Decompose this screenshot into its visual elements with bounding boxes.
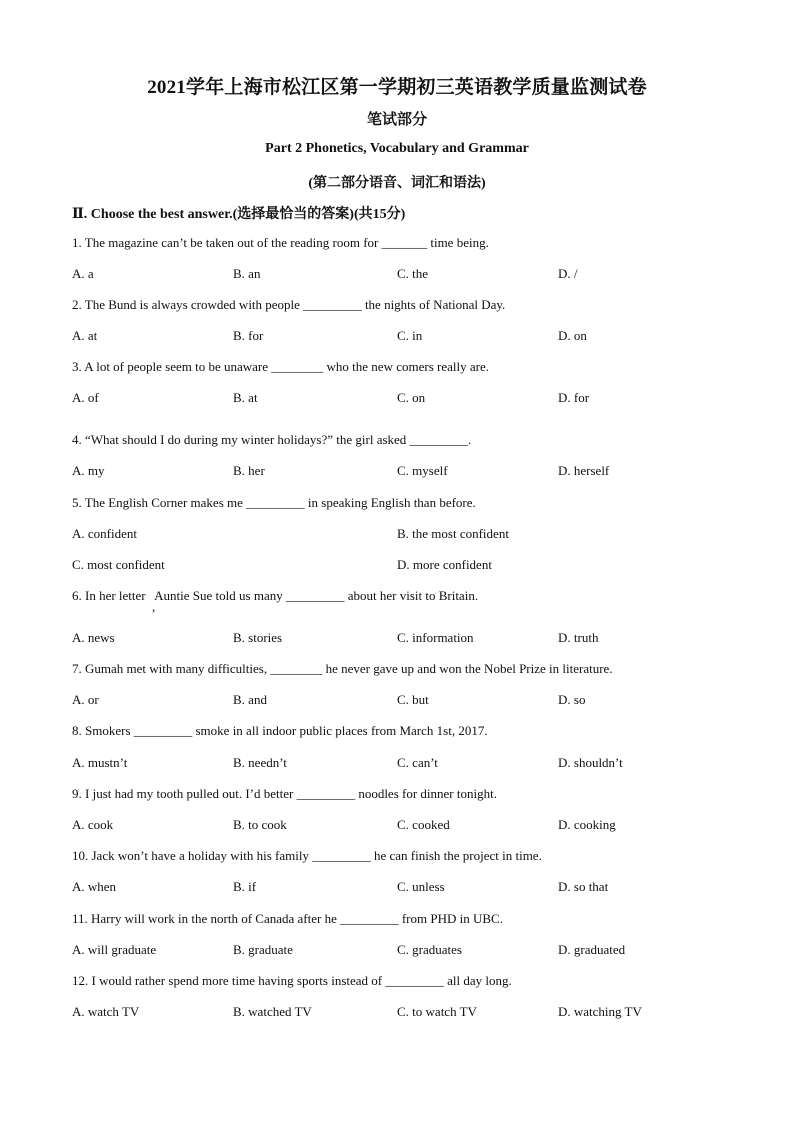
option-d: D. truth [558,630,599,645]
option-b: B. at [233,390,258,405]
option-a: A. watch TV [72,1004,140,1019]
option-d: D. / [558,266,578,281]
question-text-part: 6. In her letter [72,588,146,603]
option-c: C. the [397,266,429,281]
option-b: B. stories [233,630,283,645]
option-b: B. needn’t [233,755,287,770]
option-b: B. if [233,879,257,894]
option-b: B. watched TV [233,1004,312,1019]
option-c: C. on [397,390,426,405]
option-a: A. cook [72,817,114,832]
option-a: A. news [72,630,115,645]
option-c: C. most confident [72,557,165,572]
question-text: 8. Smokers _________ smoke in all indoor public places from March 1st, 2017. [72,723,488,738]
question-text: 7. Gumah met with many difficulties, ________ he never gave up and won the Nobel Prize in literature. [72,661,613,676]
option-d: D. so that [558,879,609,894]
option-d: D. for [558,390,590,405]
option-d: D. cooking [558,817,616,832]
exam-title: 2021学年上海市松江区第一学期初三英语教学质量监测试卷 [147,77,647,98]
part-heading: Part 2 Phonetics, Vocabulary and Grammar [265,141,529,156]
option-c: C. to watch TV [397,1004,477,1019]
option-d: D. so [558,692,586,707]
question-text: 12. I would rather spend more time having sports instead of _________ all day long. [72,973,512,988]
option-d: D. shouldn’t [558,755,623,770]
option-b: B. an [233,266,261,281]
option-a: A. or [72,692,99,707]
exam-subtitle: 笔试部分 [366,112,427,128]
option-a: A. my [72,463,105,478]
option-b: B. to cook [233,817,287,832]
option-b: B. the most confident [397,526,509,541]
option-a: A. of [72,390,99,405]
option-b: B. for [233,328,264,343]
option-a: A. mustn’t [72,755,128,770]
option-c: C. myself [397,463,448,478]
option-d: D. more confident [397,557,492,572]
question-text: 2. The Bund is always crowded with people _________ the nights of National Day. [72,297,506,312]
question-text: 4. “What should I do during my winter holidays?” the girl asked _________. [72,432,472,447]
option-b: B. and [233,692,267,707]
question-text: 1. The magazine can’t be taken out of the reading room for _______ time being. [72,235,489,250]
question-text: 9. I just had my tooth pulled out. I’d better _________ noodles for dinner tonight. [72,786,497,801]
option-d: D. herself [558,463,610,478]
option-a: A. at [72,328,98,343]
option-c: C. but [397,692,429,707]
option-c: C. information [397,630,474,645]
question-text: 3. A lot of people seem to be unaware ________ who the new comers really are. [72,359,489,374]
question-text: 5. The English Corner makes me _________ in speaking English than before. [72,495,476,510]
part-heading-chinese: (第二部分语音、词汇和语法) [308,176,486,191]
option-a: A. when [72,879,117,894]
option-b: B. her [233,463,265,478]
comma-mark: , [152,599,156,614]
question-text: 11. Harry will work in the north of Canada after he _________ from PHD in UBC. [72,911,503,926]
option-d: D. graduated [558,942,626,957]
question-text: 10. Jack won’t have a holiday with his family _________ he can finish the project in time. [72,848,542,863]
option-d: D. on [558,328,587,343]
option-c: C. in [397,328,423,343]
option-c: C. unless [397,879,445,894]
option-a: A. confident [72,526,137,541]
option-c: C. can’t [397,755,438,770]
question-text [72,588,478,604]
option-c: C. graduates [397,942,462,957]
option-c: C. cooked [397,817,450,832]
option-a: A. will graduate [72,942,157,957]
option-a: A. a [72,266,94,281]
option-b: B. graduate [233,942,293,957]
section-heading: Ⅱ. Choose the best answer.(选择最恰当的答案)(共15分) [72,207,406,222]
option-d: D. watching TV [558,1004,642,1019]
question-text-part: Auntie Sue told us many _________ about her visit to Britain. [151,588,479,603]
